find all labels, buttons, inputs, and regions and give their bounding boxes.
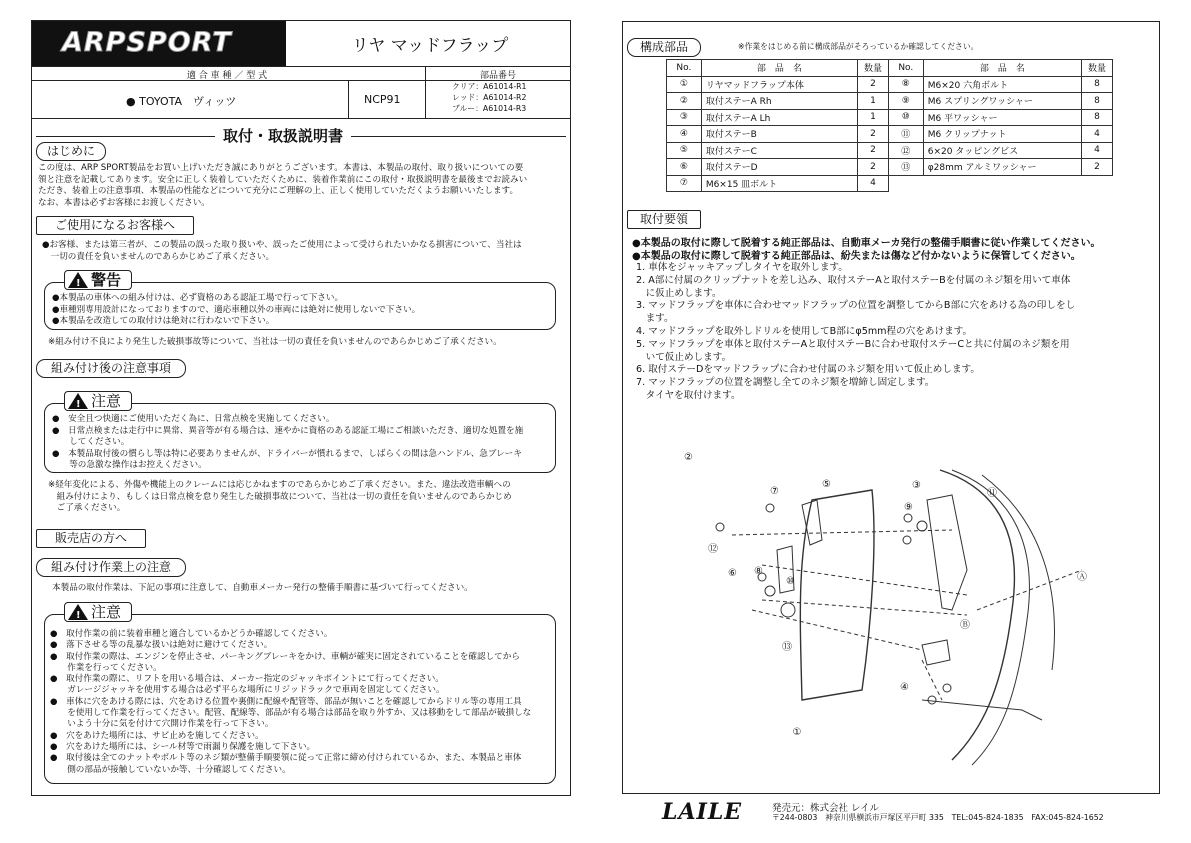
diagram-label-12: ⑫	[708, 544, 718, 555]
caution-icon-2: !	[68, 604, 88, 620]
table-row: ④ 取付ステーB 2 ⑪ M6 クリップナット 4	[667, 126, 1113, 143]
dealer-item-6: ガレージジャッキを使用する場合は必ず平らな場所にリジッドラックで車両を固定してください。	[50, 685, 445, 696]
col-qty-right: 数量	[1082, 60, 1113, 77]
col-no-right: No.	[888, 60, 923, 77]
step-4: 4. マッドフラップを取外しドリルを使用してB部にφ5mm程の穴をあけます。	[636, 325, 973, 337]
vehicle-name: ● TOYOTA ヴィッツ	[126, 95, 237, 108]
table-row: ⑤ 取付ステーC 2 ⑫ 6×20 タッピングビス 4	[667, 142, 1113, 159]
step-7: 7. マッドフラップの位置を調整し全てのネジ類を増締し固定します。	[636, 377, 935, 389]
col-no-left: No.	[667, 60, 702, 77]
dealer-item-8: を使用して作業を行ってください。配管、配線等、部品が有る場合は部品を取り外すか、又は移動をして部品が破損しな	[50, 708, 532, 719]
intro-line-3: ただき、装着上の注意事項、本製品の性能などについて充分にご理解の上、正しく使用していただくようお願いいたします。	[38, 186, 519, 196]
intro-line-4: なお、本書は必ずお客様にお渡しください。	[38, 197, 210, 208]
intro-heading: はじめに	[36, 142, 106, 161]
warning-item-1: ●本製品の車体への組み付けは、必ず資格のある認証工場で行って下さい。	[52, 293, 344, 303]
part-number-3: ブルー：A61014-R3	[452, 104, 527, 113]
dealer-item-7: ● 車体に穴をあける際には、穴をあける位置や裏側に配線や配管等、部品が無いことを確認してからドリル等の専用工具	[50, 696, 522, 707]
warning-item-2: ●車種別専用設計になっておりますので、適応車種以外の車両には絶対に使用しないで下さい。	[52, 304, 421, 315]
dealer-item-11: ● 穴をあけた場所には、シール材等で雨漏り保護を施して下さい。	[50, 741, 316, 752]
customer-line-1: ●お客様、または第三者が、この製品の誤った取り扱いや、誤ったご使用によって受けられたいかなる損害について、当社は	[42, 240, 522, 250]
diagram-label-4: ④	[900, 682, 909, 693]
diagram-label-8: ⑧	[754, 566, 763, 577]
brand-logo-block	[32, 21, 286, 66]
after-note-1: ※経年変化による、外傷や機能上のクレームには応じかねますのであらかじめご了承ください。また、違法改造車輌への	[48, 480, 511, 490]
parts-table	[666, 59, 1113, 192]
parts-note: ※作業をはじめる前に構成部品がそろっているか確認してください。	[738, 42, 979, 51]
dealer-caution-list	[50, 629, 531, 776]
intro-line-1: この度は、ARP SPORT製品をお買い上げいただき誠にありがとうございます。本書は、本製品の取付、取り扱いについての要	[38, 163, 524, 173]
model-code: NCP91	[364, 93, 401, 106]
intro-line-2: 領と注意を記載してあります。安全に正しく装着していただくために、装着作業前にこの取付・取扱説明書を最後までお読みい	[38, 174, 528, 185]
after-item-1: ● 安全且つ快適にご使用いただく為に、日常点検を実施してください。	[52, 414, 335, 424]
after-item-5: 等の急激な操作はお控えください。	[52, 460, 207, 470]
after-item-4: ● 本製品取付後の慣らし等は特に必要ありませんが、ドライバーが慣れるまで、しばらくの間は急ハンドル、急ブレーキ	[52, 448, 522, 459]
table-row: ⑥ 取付ステーD 2 ⑬ φ28mm アルミワッシャー 2	[667, 159, 1113, 176]
col-qty-left: 数量	[857, 60, 888, 77]
diagram-label-5: ⑤	[822, 479, 831, 490]
caution-icon: !	[68, 393, 88, 409]
laile-logo: LAILE	[662, 799, 743, 825]
diagram-label-a: Ⓐ	[1077, 572, 1087, 583]
diagram-label-10: ⑩	[786, 576, 795, 587]
dealer-item-5: ● 取付作業の際に、リフトを用いる場合は、メーカー指定のジャッキポイントにて行ってください。	[50, 674, 444, 685]
diagram-label-7: ⑦	[770, 486, 779, 497]
step-3: 3. マッドフラップを車体に合わせマッドフラップの位置を調整してからB部に穴をあける為の印しをし	[636, 300, 1076, 312]
dealer-item-3: ● 取付作業の際は、エンジンを停止させ、パーキングブレーキをかけ、車輌が確実に固定されていることを確認してから	[50, 651, 520, 662]
step-6: 6. 取付ステーDをマッドフラップに合わせ付属のネジ類を用いて仮止めします。	[636, 364, 980, 376]
dealer-item-13: 側の部品が接触していないか等、十分確認してください。	[50, 764, 291, 775]
dealer-item-4: 作業を行ってください。	[50, 662, 162, 673]
table-row: ③ 取付ステーA Lh 1 ⑩ M6 平ワッシャー 8	[667, 109, 1113, 126]
parts-heading: 構成部品	[627, 38, 701, 57]
diagram-label-3: ③	[912, 480, 921, 491]
table-row: ① リヤマッドフラップ本体 2 ⑧ M6×20 六角ボルト 8	[667, 76, 1113, 93]
diagram-label-b: Ⓑ	[960, 620, 970, 631]
procedure-heading: 取付要領	[627, 210, 701, 229]
publisher-address: 〒244-0803 神奈川県横浜市戸塚区平戸町 335 TEL:045-824-1835 FAX:045-824-1652	[772, 813, 1104, 822]
table-row: ⑦ M6×15 皿ボルト 4	[667, 175, 1113, 192]
dealer-intro: 本製品の取付作業は、下記の事項に注意して、自動車メーカー発行の整備手順書に基づいて行ってください。	[52, 583, 473, 593]
procedure-note-1: ●本製品の取付に際して脱着する純正部品は、自動車メーカ発行の整備手順書に従い作業してください。	[632, 238, 1101, 249]
dealer-heading: 販売店の方へ	[36, 529, 146, 548]
warning-icon: !	[68, 272, 88, 288]
publisher: 発売元：株式会社 レイル	[772, 803, 880, 814]
after-note-2: 組み付けにより、もしくは日常点検を怠り発生した破損事故について、当社は一切の責任を負いませんのであらかじめ	[48, 491, 512, 502]
product-title: リヤ マッドフラップ	[351, 36, 509, 56]
procedure-note-2: ●本製品の取付に際して脱着する純正部品は、紛失または傷など付かないように保管してください。	[632, 251, 1081, 262]
step-2: 2. A部に付属のクリップナットを差し込み、取付ステーAと取付ステーBを付属のネジ類を用いて車体	[636, 274, 1071, 286]
dealer-item-1: ● 取付作業の前に装着車種と適合しているかどうか確認してください。	[50, 629, 333, 639]
part-number-2: レッド：A61014-R2	[452, 93, 527, 102]
part-number-1: クリア：A61014-R1	[452, 82, 527, 91]
dealer-item-10: ● 穴をあけた場所には、サビ止めを施してください。	[50, 730, 264, 741]
step-7b: タイヤを取付けます。	[636, 389, 741, 401]
step-1: 1. 車体をジャッキアップしタイヤを取外します。	[636, 262, 848, 273]
warning-title: ! 警告	[64, 270, 132, 290]
step-5b: いて仮止めします。	[636, 351, 732, 363]
dealer-caution-title: ! 注意	[64, 602, 132, 622]
dealer-item-12: ● 取付後は全てのナットやボルト等のネジ類が整備手順要領に従って正常に締め付けられているか、また、本製品と車体	[50, 753, 522, 764]
table-row: ② 取付ステーA Rh 1 ⑨ M6 スプリングワッシャー 8	[667, 93, 1113, 110]
customer-line-2: 一切の責任を負いませんのであらかじめご了承ください。	[42, 251, 275, 262]
work-caution-heading: 組み付け作業上の注意	[36, 558, 186, 577]
step-2b: に仮止めします。	[636, 287, 722, 299]
warning-item-3: ●本製品を改造しての取付けは絶対に行わないで下さい。	[52, 316, 275, 326]
diagram-label-1: ①	[792, 727, 802, 738]
step-3b: ます。	[636, 313, 674, 325]
diagram-label-9: ⑨	[904, 502, 913, 513]
customer-note: ※組み付け不良により発生した破損事故等について、当社は一切の責任を負いませんのであらかじめご了承ください。	[48, 337, 502, 347]
after-item-2: ● 日常点検または走行中に異常、異音等が有る場合は、速やかに資格のある認証工場にご相談いただき、適切な処置を施	[52, 425, 524, 436]
part-number-label: 部品番号	[479, 71, 516, 81]
diagram-label-11: ⑪	[987, 488, 997, 499]
after-item-3: してください。	[52, 437, 130, 447]
step-5: 5. マッドフラップを車体と取付ステーAと取付ステーBに合わせ取付ステーCと共に付属のネジ類を用	[636, 338, 1070, 350]
col-name-left: 部 品 名	[701, 60, 857, 77]
manual-title: 取付・取扱説明書	[215, 125, 351, 146]
diagram-label-6: ⑥	[728, 568, 737, 579]
brand-logo: ARPSPORT	[62, 27, 232, 58]
diagram-label-13: ⑬	[782, 642, 792, 653]
after-note-3: ご了承ください。	[48, 503, 126, 513]
col-name-right: 部 品 名	[923, 60, 1081, 77]
diagram-label-2: ②	[684, 452, 693, 463]
dealer-item-2: ● 落下させる等の乱暴な扱いは絶対に避けてください。	[50, 640, 273, 651]
after-install-heading: 組み付け後の注意事項	[36, 359, 186, 378]
exploded-diagram	[622, 452, 1160, 790]
after-install-caution-title: ! 注意	[64, 391, 132, 411]
dealer-item-9: いよう十分に気を付けて穴開け作業を行って下さい。	[50, 719, 274, 730]
procedure-steps	[636, 262, 1075, 403]
applicable-label: 適 合 車 種 ／ 型 式	[186, 71, 268, 81]
customer-heading: ご使用になるお客様へ	[36, 216, 194, 235]
